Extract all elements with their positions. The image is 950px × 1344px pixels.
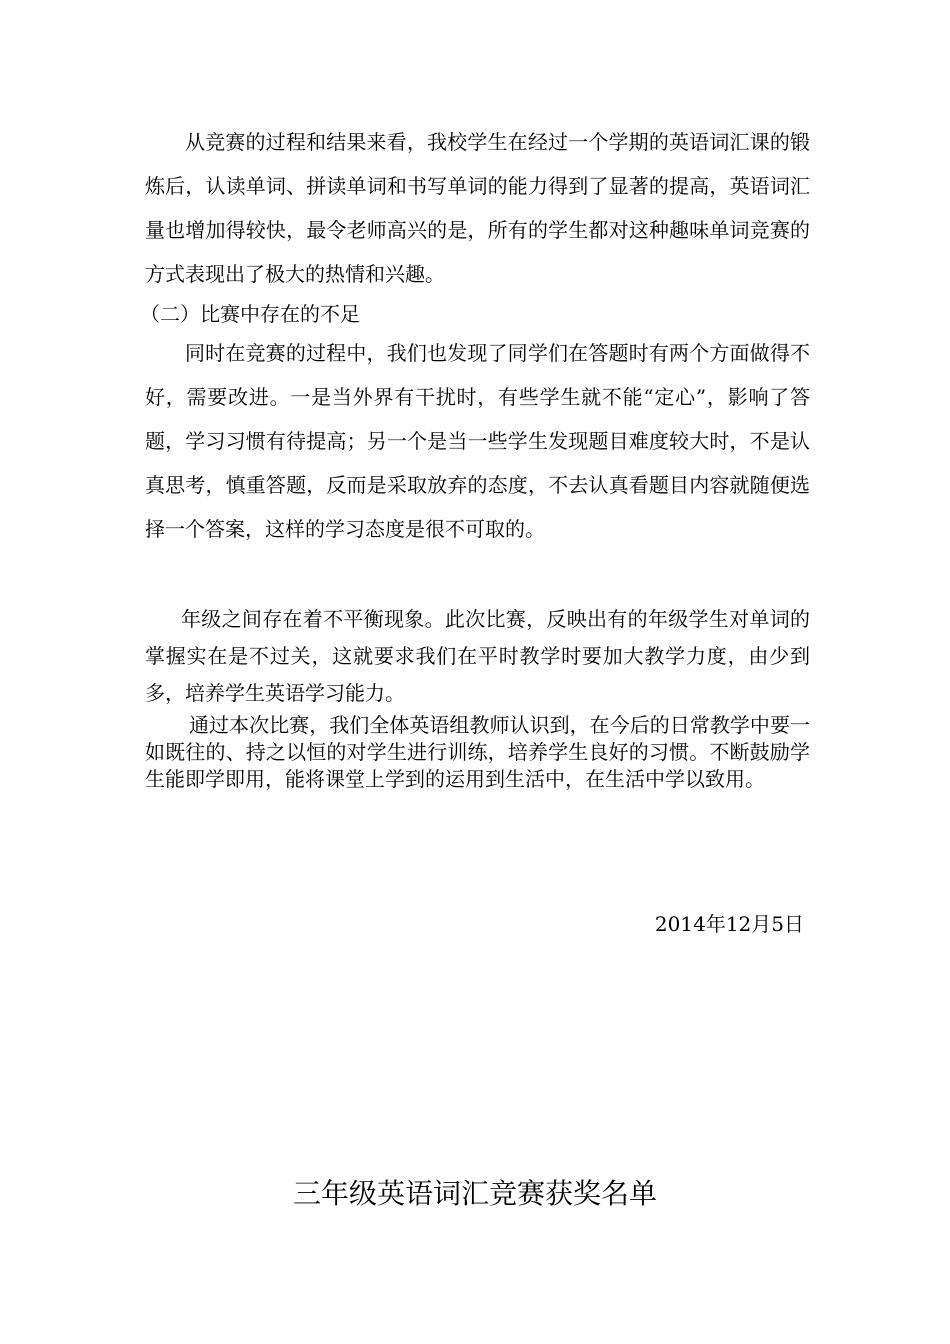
section-heading-shortcomings: （二）比赛中存在的不足 [140, 302, 360, 326]
paragraph-shortcomings: 同时在竞赛的过程中，我们也发现了同学们在答题时有两个方面做得不好，需要改进。一是当外界有干扰时，有些学生就不能“定心”，影响了答题，学习习惯有待提高；另一个是当一些学生发现题目难度较大时，不是认真思考，慎重答题，反而是采取放弃的态度，不去认真看题目内容就随便选择一个答案，这样的学习态度是很不可取的。 [145, 341, 810, 541]
award-list-title: 三年级英语词汇竞赛获奖名单 [292, 1177, 657, 1210]
document-date: 2014年12月5日 [654, 912, 804, 936]
paragraph-conclusion: 通过本次比赛，我们全体英语组教师认识到，在今后的日常教学中要一如既往的、持之以恒的对学生进行训练，培养学生良好的习惯。不断鼓励学生能即学即用，能将课堂上学到的运用到生活中，在生活中学以致用。 [145, 713, 810, 791]
paragraph-grade-imbalance: 年级之间存在着不平衡现象。此次比赛，反映出有的年级学生对单词的掌握实在是不过关，这就要求我们在平时教学时要加大教学力度，由少到多，培养学生英语学习能力。 [145, 607, 810, 705]
paragraph-competition-results: 从竞赛的过程和结果来看，我校学生在经过一个学期的英语词汇课的锻炼后，认读单词、拼读单词和书写单词的能力得到了显著的提高，英语词汇量也增加得较快，最令老师高兴的是，所有的学生都对这种趣味单词竞赛的方式表现出了极大的热情和兴趣。 [145, 130, 810, 286]
